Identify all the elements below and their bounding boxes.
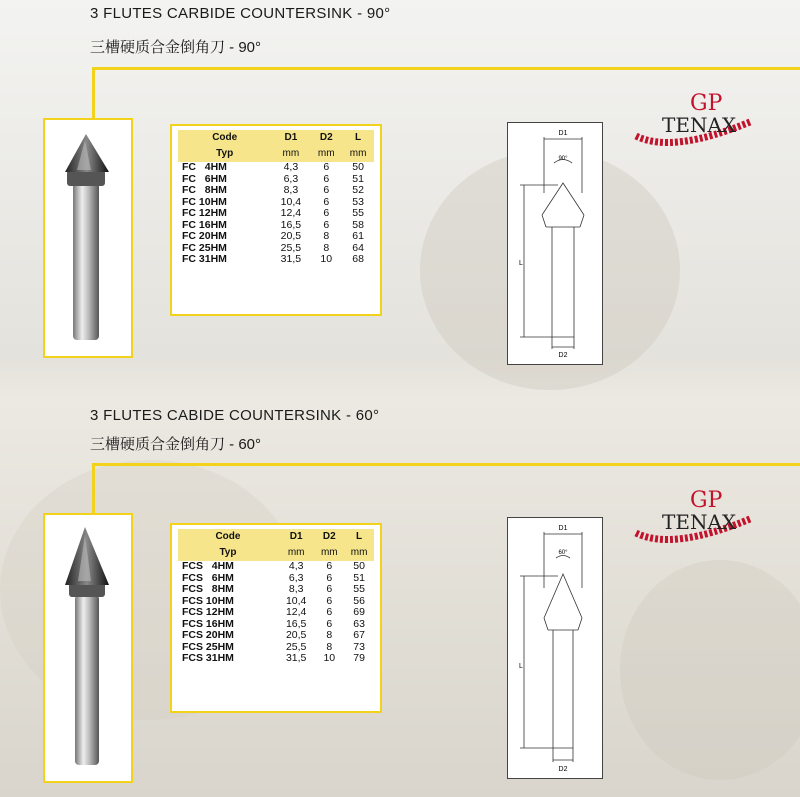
drawing-label-l: L: [519, 260, 523, 267]
cell-d1: 8,3: [283, 184, 299, 196]
accent-line: [92, 463, 800, 466]
table-row: [178, 630, 374, 642]
drawing-label-d1: D1: [558, 130, 568, 137]
svg-text:TENAX: TENAX: [662, 113, 737, 137]
table-row: [178, 584, 374, 596]
cell-code: FCS 31HM: [182, 652, 234, 664]
cell-d2: 6: [326, 583, 333, 595]
countersink-drawing: [508, 123, 602, 364]
cell-d2: 10: [320, 253, 333, 265]
cell-l: 53: [352, 195, 364, 208]
cell-d1: 6,3: [288, 571, 304, 584]
cell-d1: 31,5: [285, 652, 307, 664]
cell-code: FC 16HM: [182, 218, 227, 231]
drawing-label-d1: D1: [558, 525, 568, 532]
section-title: 3 FLUTES CABIDE COUNTERSINK - 60°: [90, 407, 380, 424]
cell-d2: 10: [323, 652, 336, 664]
cell-d2: 6: [323, 195, 330, 208]
cell-l: 68: [352, 253, 364, 265]
spec-table-container: [170, 124, 382, 316]
cell-d1: 20,5: [285, 629, 307, 641]
cell-d2: 8: [323, 230, 330, 242]
cell-d2: 6: [326, 617, 333, 630]
cell-d1: 25,5: [285, 640, 307, 653]
drawing-label-l: L: [519, 663, 523, 670]
cell-l: 61: [352, 230, 364, 242]
cell-code: FC 31HM: [182, 253, 227, 265]
column-unit-d2: mm: [314, 545, 344, 561]
cell-code: FC 8HM: [182, 184, 227, 196]
cell-d2: 6: [326, 560, 333, 572]
svg-text:GP: GP: [690, 91, 723, 116]
table-unit-row: [178, 146, 374, 162]
section-subtitle: 三槽硬质合金倒角刀 - 90°: [90, 39, 262, 56]
column-unit-code: Typ: [178, 146, 271, 162]
cell-l: 50: [353, 560, 365, 572]
product-section-90: [0, 0, 800, 395]
table-row: [178, 162, 374, 174]
cell-code: FCS 20HM: [182, 629, 234, 641]
cell-d2: 6: [326, 594, 333, 607]
svg-text:TENAX: TENAX: [662, 510, 737, 534]
column-unit-l: mm: [344, 545, 374, 561]
cell-l: 64: [352, 241, 364, 254]
column-unit-d2: mm: [310, 146, 342, 162]
countersink-drawing: [508, 518, 602, 778]
cell-d2: 8: [326, 629, 333, 641]
column-header-l: L: [344, 529, 374, 545]
drawing-label-d2: D2: [558, 766, 568, 773]
cell-l: 51: [352, 172, 364, 185]
cell-code: FCS 16HM: [182, 617, 234, 630]
cell-code: FCS 10HM: [182, 594, 234, 607]
cell-l: 73: [353, 640, 365, 653]
cell-d2: 6: [326, 571, 333, 584]
table-row: [178, 185, 374, 197]
cell-l: 67: [353, 629, 365, 641]
cell-d1: 6,3: [283, 172, 299, 185]
cell-code: FC 10HM: [182, 195, 227, 208]
cell-d1: 16,5: [285, 617, 307, 630]
gp-tenax-logo: [632, 481, 762, 549]
cell-l: 63: [353, 617, 365, 630]
cell-d2: 6: [323, 161, 330, 173]
table-row: [178, 653, 374, 665]
cell-d1: 25,5: [280, 241, 302, 254]
cell-d2: 8: [323, 241, 330, 254]
table-row: [178, 561, 374, 573]
cell-code: FC 6HM: [182, 172, 227, 185]
cell-l: 50: [352, 161, 364, 173]
accent-line: [92, 463, 95, 513]
table-header-row: [178, 130, 374, 146]
cell-d2: 6: [323, 218, 330, 231]
product-photo: [43, 513, 133, 783]
table-row: [178, 231, 374, 243]
cell-d2: 6: [323, 184, 330, 196]
cell-code: FCS 12HM: [182, 606, 234, 618]
column-header-d2: D2: [314, 529, 344, 545]
countersink-tool-image: [45, 120, 131, 356]
cell-code: FCS 25HM: [182, 640, 234, 653]
cell-d2: 6: [323, 172, 330, 185]
column-header-d2: D2: [310, 130, 342, 146]
cell-d1: 20,5: [280, 230, 302, 242]
svg-text:GP: GP: [690, 488, 723, 513]
cell-d2: 6: [326, 606, 333, 618]
table-row: [178, 254, 374, 266]
table-header-row: [178, 529, 374, 545]
cell-d1: 4,3: [288, 560, 304, 572]
section-title: 3 FLUTES CARBIDE COUNTERSINK - 90°: [90, 5, 391, 22]
drawing-label-d2: D2: [558, 352, 568, 359]
cell-d1: 10,4: [280, 195, 302, 208]
cell-d1: 12,4: [285, 606, 307, 618]
table-unit-row: [178, 545, 374, 561]
cell-code: FC 12HM: [182, 207, 227, 219]
cell-l: 51: [353, 571, 365, 584]
cell-code: FCS 6HM: [182, 571, 234, 584]
cell-code: FC 25HM: [182, 241, 227, 254]
column-header-code: Code: [178, 529, 278, 545]
cell-l: 52: [352, 184, 364, 196]
cell-code: FC 20HM: [182, 230, 227, 242]
column-unit-code: Typ: [178, 545, 278, 561]
cell-d1: 10,4: [285, 594, 307, 607]
cell-d2: 6: [323, 207, 330, 219]
column-unit-d1: mm: [271, 146, 310, 162]
cell-l: 69: [353, 606, 365, 618]
cell-l: 79: [353, 652, 365, 664]
column-unit-d1: mm: [278, 545, 315, 561]
technical-drawing: [507, 517, 603, 779]
table-row: [178, 208, 374, 220]
cell-code: FCS 8HM: [182, 583, 234, 595]
technical-drawing: [507, 122, 603, 365]
cell-code: FC 4HM: [182, 161, 227, 173]
cell-l: 56: [353, 594, 365, 607]
cell-d1: 12,4: [280, 207, 302, 219]
spec-table-container: [170, 523, 382, 713]
product-section-60: [0, 395, 800, 797]
column-header-d1: D1: [278, 529, 315, 545]
cell-d1: 4,3: [283, 161, 299, 173]
countersink-tool-image: [45, 515, 131, 781]
cell-d2: 8: [326, 640, 333, 653]
accent-line: [92, 67, 95, 119]
cell-d1: 16,5: [280, 218, 302, 231]
accent-line: [92, 67, 800, 70]
cell-d1: 31,5: [280, 253, 302, 265]
column-unit-l: mm: [342, 146, 374, 162]
drawing-label-angle: 60°: [558, 550, 568, 556]
column-header-l: L: [342, 130, 374, 146]
cell-d1: 8,3: [288, 583, 304, 595]
cell-l: 55: [353, 583, 365, 595]
spec-table: [178, 529, 374, 665]
cell-l: 58: [352, 218, 364, 231]
section-subtitle: 三槽硬质合金倒角刀 - 60°: [90, 436, 262, 453]
gp-tenax-logo: [632, 84, 762, 152]
product-photo: [43, 118, 133, 358]
cell-code: FCS 4HM: [182, 560, 234, 572]
table-row: [178, 607, 374, 619]
spec-table: [178, 130, 374, 266]
drawing-label-angle: 90°: [558, 156, 568, 162]
cell-l: 55: [352, 207, 364, 219]
column-header-code: Code: [178, 130, 271, 146]
column-header-d1: D1: [271, 130, 310, 146]
